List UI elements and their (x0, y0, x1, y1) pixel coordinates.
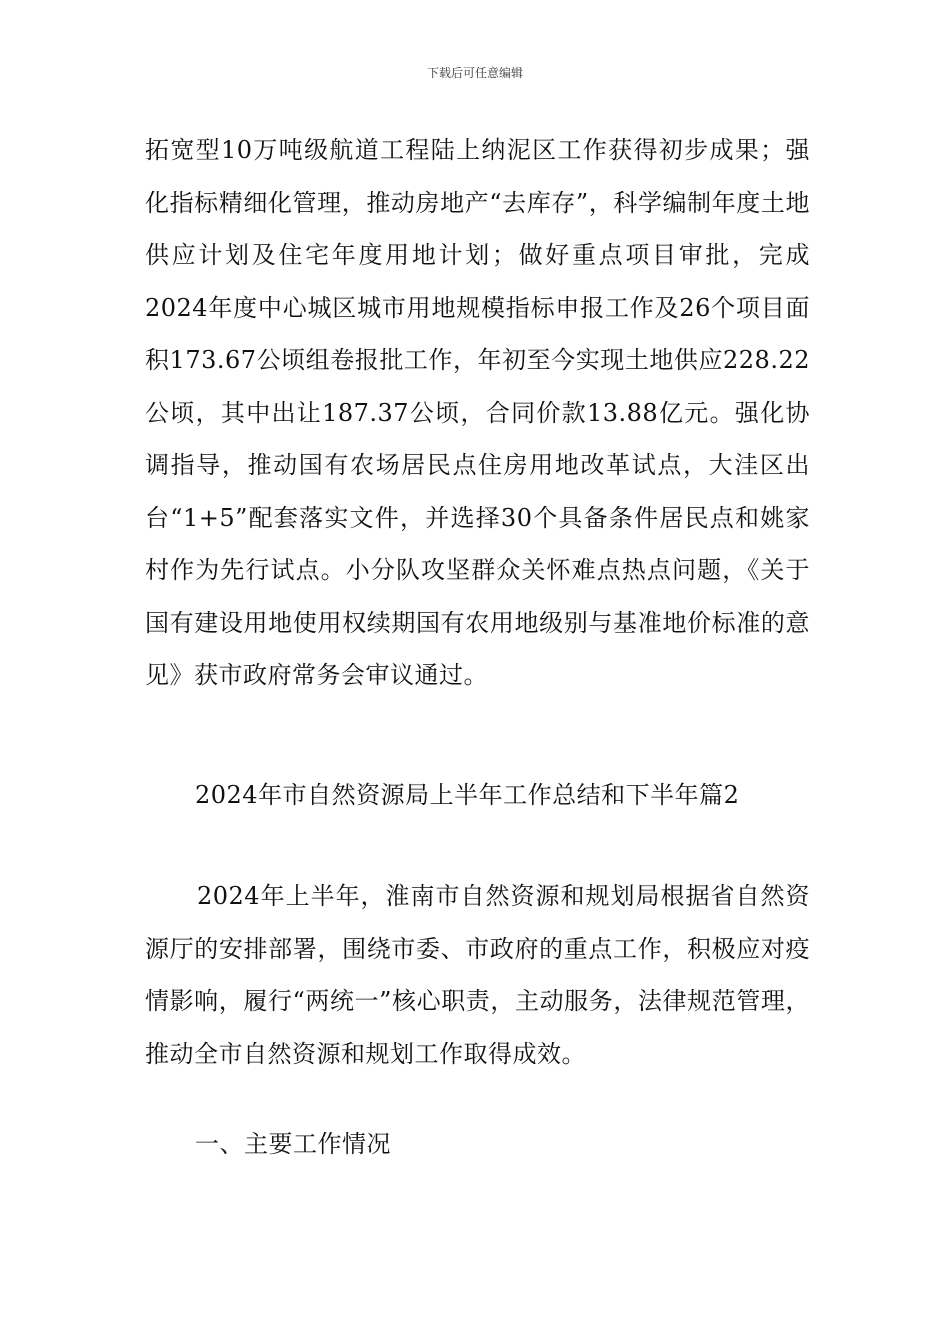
body-paragraph-2: 2024年上半年，淮南市自然资源和规划局根据省自然资源厅的安排部署，围绕市委、市政府的重点工作，积极应对疫情影响，履行“两统一”核心职责，主动服务，法律规范管理，推动全市自然资源和规划工作取得成效。 (145, 882, 810, 1068)
page-header-note: 下载后可任意编辑 (426, 66, 523, 80)
body-paragraph-1: 拓宽型10万吨级航道工程陆上纳泥区工作获得初步成果；强化指标精细化管理，推动房地产“去库存”，科学编制年度土地供应计划及住宅年度用地计划；做好重点项目审批，完成2024年度中心城区城市用地规模指标申报工作及26个项目面积173.67公顷组卷报批工作，年初至今实现土地供应228.22公顷，其中出让187.37公顷，合同价款13.88亿元。强化协调指导，推动国有农场居民点住房用地改革试点，大洼区出台“1+5”配套落实文件，并选择30个具备条件居民点和姚家村作为先行试点。小分队攻坚群众关怀难点热点问题，《关于国有建设用地使用权续期国有农用地级别与基准地价标准的意见》获市政府常务会审议通过。 (145, 136, 810, 689)
section-title: 2024年市自然资源局上半年工作总结和下半年篇2 (195, 781, 740, 809)
subheading-main-work: 一、主要工作情况 (195, 1130, 391, 1158)
